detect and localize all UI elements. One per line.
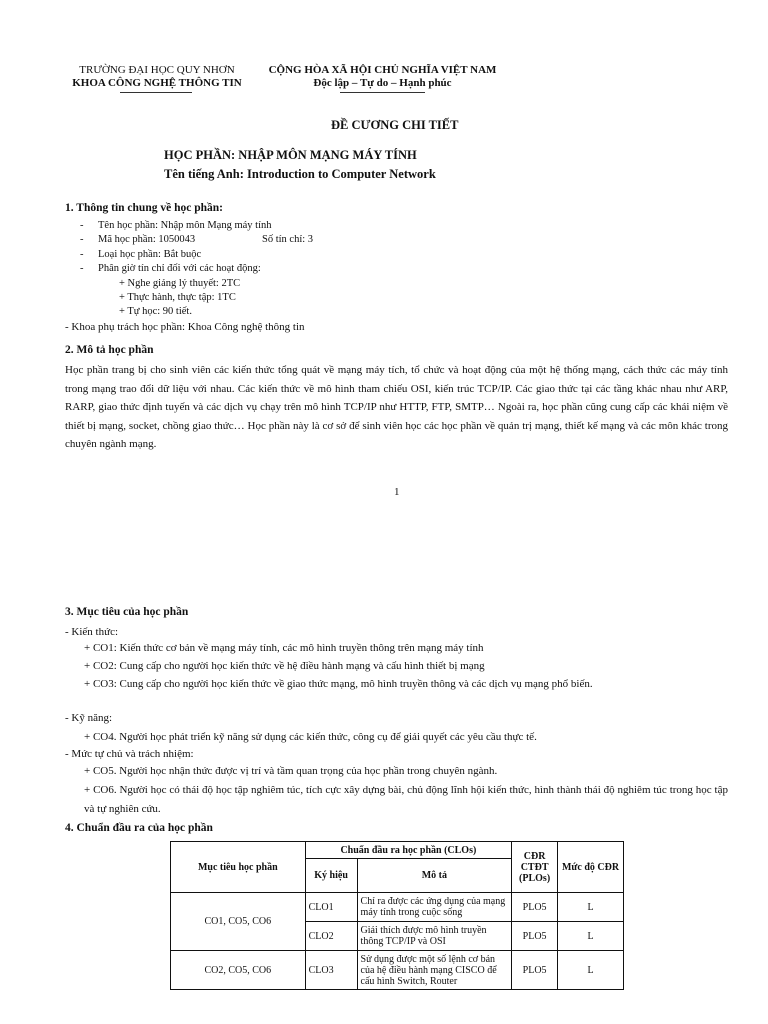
header-symbol: Ký hiệu (305, 859, 357, 893)
list-item: Tên học phần: Nhập môn Mạng máy tính (98, 220, 272, 231)
header-left-rule (120, 92, 192, 93)
symbol-cell: CLO2 (305, 922, 357, 951)
list-dash: - (80, 249, 84, 260)
description-cell: Sử dụng được một số lệnh cơ bản của hệ điều hành mạng CISCO để cấu hình Switch, Router (357, 951, 512, 990)
list-item: Phân giờ tín chỉ đối với các hoạt động: (98, 263, 261, 274)
course-title: HỌC PHẦN: NHẬP MÔN MẠNG MÁY TÍNH (164, 148, 417, 162)
objective-item: + CO6. Người học có thái độ học tập nghiêm túc, tích cực xây dựng bài, chủ động lĩnh hội kiến thức, hình thành thái độ nghiêm túc trong học tập và tự nghiên cứu. (84, 784, 728, 815)
list-item: Loại học phần: Bắt buộc (98, 249, 202, 260)
nation-motto: Độc lập – Tự do – Hạnh phúc (313, 77, 452, 89)
faculty-name: KHOA CÔNG NGHỆ THÔNG TIN (72, 77, 242, 89)
plo-cell: PLO5 (512, 951, 558, 990)
sub-item: + Nghe giảng lý thuyết: 2TC (119, 278, 241, 289)
skills-label: - Kỹ năng: (65, 712, 113, 724)
level-cell: L (558, 893, 624, 922)
learning-outcomes-table (170, 841, 624, 990)
section2-heading: 2. Mô tả học phần (65, 344, 154, 356)
header-clo-group: Chuẩn đầu ra học phần (CLOs) (305, 842, 512, 859)
list-dash: - (80, 220, 84, 231)
objective-item: + CO4. Người học phát triển kỹ năng sử dụng các kiến thức, công cụ để giải quyết các yêu cầu thực tế. (84, 731, 537, 743)
goal-cell: CO1, CO5, CO6 (171, 893, 306, 951)
responsible-faculty: - Khoa phụ trách học phần: Khoa Công nghệ thông tin (65, 321, 305, 333)
credits-count: Số tín chỉ: 3 (262, 234, 314, 245)
level-cell: L (558, 922, 624, 951)
knowledge-label: - Kiến thức: (65, 626, 119, 638)
description-cell: Giải thích được mô hình truyền thông TCP/IP và OSI (357, 922, 512, 951)
list-dash: - (80, 263, 84, 274)
course-english-name: Tên tiếng Anh: Introduction to Computer Network (164, 167, 436, 181)
symbol-cell: CLO1 (305, 893, 357, 922)
plo-cell: PLO5 (512, 922, 558, 951)
description-cell: Chỉ ra được các ứng dụng của mạng máy tính trong cuộc sống (357, 893, 512, 922)
section1-heading: 1. Thông tin chung về học phần: (65, 202, 223, 214)
table-row (171, 951, 624, 990)
section3-heading: 3. Mục tiêu của học phần (65, 606, 189, 618)
header-plo: CĐR CTĐT (PLOs) (512, 842, 558, 893)
sub-item: + Thực hành, thực tập: 1TC (119, 292, 236, 303)
objective-item: + CO3: Cung cấp cho người học kiến thức về giao thức mạng, mô hình truyền thông và các dịch vụ mạng phổ biến. (84, 678, 593, 690)
header-goal: Mục tiêu học phần (171, 842, 306, 893)
header-level: Mức độ CĐR (558, 842, 624, 893)
table-header-row (171, 842, 624, 859)
header-right-rule (340, 92, 425, 93)
plo-cell: PLO5 (512, 893, 558, 922)
objective-item: + CO5. Người học nhận thức được vị trí và tầm quan trọng của học phần trong chuyên ngành. (84, 765, 498, 777)
level-cell: L (558, 951, 624, 990)
sub-item: + Tự học: 90 tiết. (119, 306, 192, 317)
document-title: ĐỀ CƯƠNG CHI TIẾT (331, 118, 459, 132)
objective-item: + CO2: Cung cấp cho người học kiến thức về hệ điều hành mạng và cấu hình thiết bị mạng (84, 660, 485, 672)
list-dash: - (80, 234, 84, 245)
header-description: Mô tả (357, 859, 512, 893)
objective-item: + CO1: Kiến thức cơ bản về mạng máy tính, các mô hình truyền thông trên mạng máy tính (84, 642, 484, 654)
section4-heading: 4. Chuẩn đầu ra của học phần (65, 822, 213, 834)
autonomy-label: - Mức tự chủ và trách nhiệm: (65, 748, 194, 760)
symbol-cell: CLO3 (305, 951, 357, 990)
course-description: Học phần trang bị cho sinh viên các kiến thức tổng quát về mạng máy tích, tổ chức và hoạt động của một hệ thống mạng, cách thức các máy tính trong mạng trao đổi dữ liệu với nhau. Các kiến thức về mô hình tham chiếu OSI, kiến trúc TCP/IP. Các giao thức tại các tầng khác nhau như ARP, RARP, giao thức định tuyến và các dịch vụ chạy trên mô hình TCP/IP như HTTP, FTP, SMTP… Ngoài ra, học phần cũng cung cấp các khái niệm về thiết bị mạng, socket, chồng giao thức… Học phần này là cơ sở để sinh viên học các học phần về quản trị mạng, thiết kế mạng và các môn khác trong chuyên ngành mạng. (65, 364, 728, 450)
nation-name: CỘNG HÒA XÃ HỘI CHỦ NGHĨA VIỆT NAM (268, 64, 497, 76)
table-row (171, 893, 624, 922)
goal-cell: CO2, CO5, CO6 (171, 951, 306, 990)
page-number: 1 (394, 486, 400, 498)
university-name: TRƯỜNG ĐẠI HỌC QUY NHƠN (79, 64, 235, 76)
list-item: Mã học phần: 1050043 (98, 234, 196, 245)
